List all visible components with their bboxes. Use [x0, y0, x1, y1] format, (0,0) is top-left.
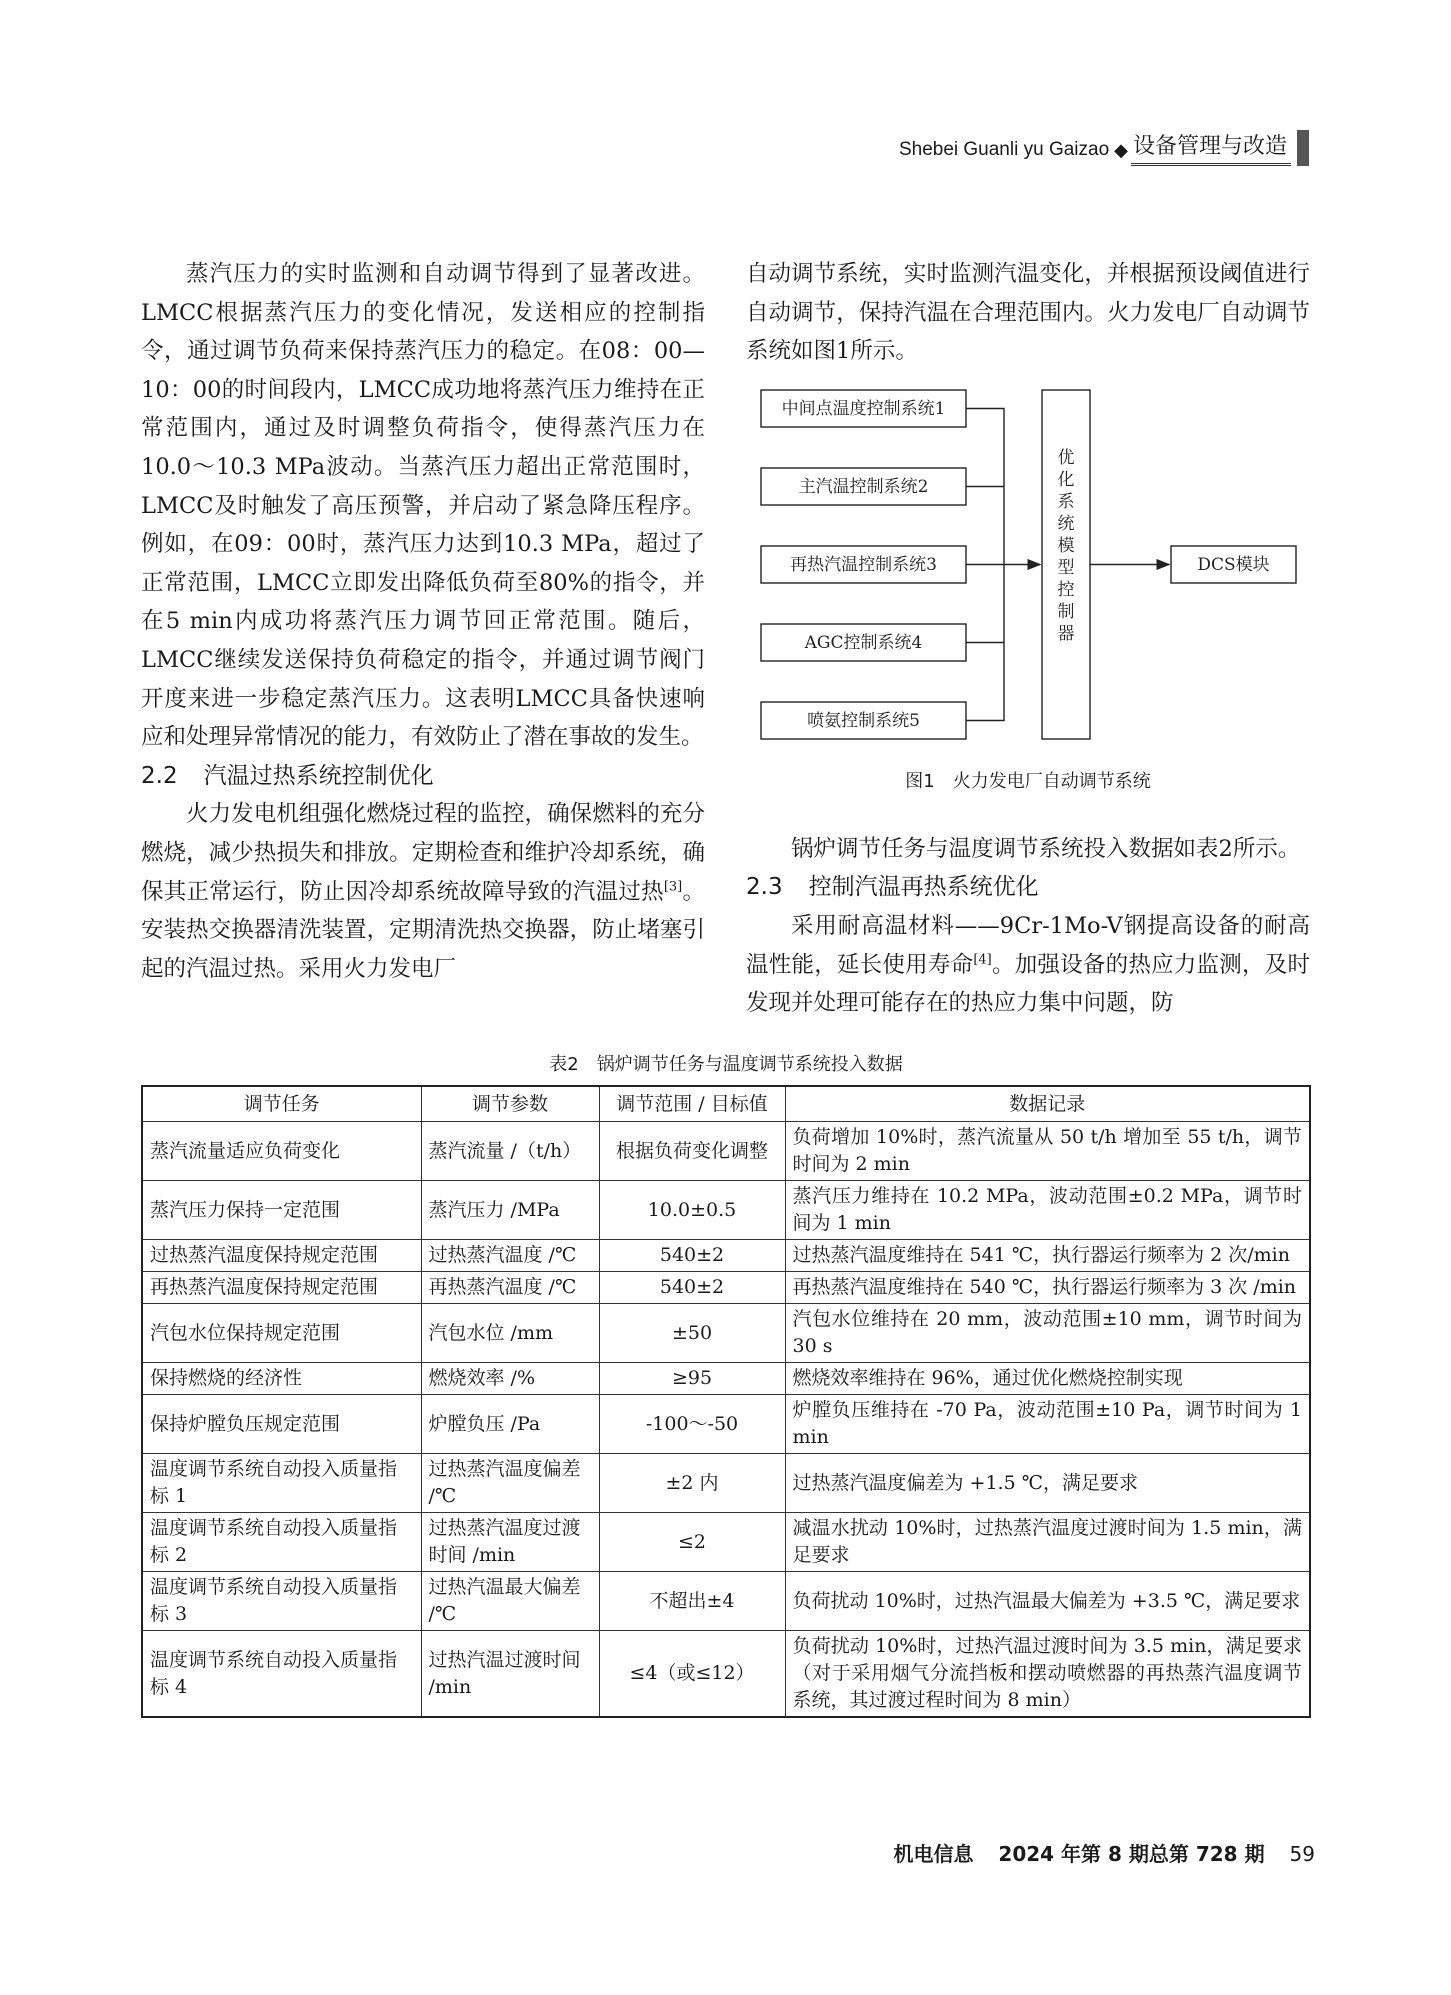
table-row — [142, 1363, 1310, 1395]
cell-record: 炉膛负压维持在 -70 Pa，波动范围±10 Pa，调节时间为 1 min — [785, 1395, 1310, 1454]
body-paragraph — [141, 795, 705, 988]
page-number: 59 — [1289, 1842, 1315, 1866]
cell-task: 温度调节系统自动投入质量指标 2 — [142, 1513, 421, 1572]
table-row — [142, 1454, 1310, 1513]
column-header: 调节任务 — [142, 1086, 421, 1122]
cell-param: 燃烧效率 /% — [421, 1363, 599, 1395]
paragraph-text: 。加强设备的热应力监测，及时发现并处理可能存在的热应力集中问题，防 — [746, 951, 1310, 1017]
table-row — [142, 1572, 1310, 1631]
body-paragraph: 自动调节系统，实时监测汽温变化，并根据预设阈值进行自动调节，保持汽温在合理范围内。火力发电厂自动调节系统如图1所示。 — [746, 261, 1310, 365]
cell-range: 540±2 — [599, 1272, 785, 1304]
citation-ref[interactable]: [3] — [663, 879, 683, 894]
cell-record: 汽包水位维持在 20 mm，波动范围±10 mm，调节时间为 30 s — [785, 1304, 1310, 1363]
cell-range: ≥95 — [599, 1363, 785, 1395]
cell-range: -100～-50 — [599, 1395, 785, 1454]
cell-task: 保持炉膛负压规定范围 — [142, 1395, 421, 1454]
table-row — [142, 1304, 1310, 1363]
cell-range: ±2 内 — [599, 1454, 785, 1513]
dcs-label: DCS模块 — [1197, 555, 1270, 575]
cell-range: ±50 — [599, 1304, 785, 1363]
diamond-icon: ◆ — [1114, 140, 1128, 160]
optimizer-char: 统 — [1057, 514, 1075, 534]
optimizer-char: 优 — [1057, 448, 1075, 468]
cell-record: 燃烧效率维持在 96%，通过优化燃烧控制实现 — [785, 1363, 1310, 1395]
cell-param: 过热汽温最大偏差 /℃ — [421, 1572, 599, 1631]
body-paragraph: 蒸汽压力的实时监测和自动调节得到了显著改进。LMCC根据蒸汽压力的变化情况，发送相应的控制指令，通过调节负荷来保持蒸汽压力的稳定。在08：00—10：00的时间段内，LMCC成功地将蒸汽压力维持在正常范围内，通过及时调整负荷指令，使得蒸汽压力在10.0～10.3 MPa波动。当蒸汽压力超出正常范围时，LMCC及时触发了高压预警，并启动了紧急降压程序。例如，在09：00时，蒸汽压力达到10.3 MPa，超过了正常范围，LMCC立即发出降低负荷至80%的指令，并在5 min内成功将蒸汽压力调节回正常范围。随后，LMCC继续发送保持负荷稳定的指令，并通过调节阀门开度来进一步稳定蒸汽压力。这表明LMCC具备快速响应和处理异常情况的能力，有效防止了潜在事故的发生。 — [141, 261, 705, 751]
cell-param: 蒸汽流量 /（t/h） — [421, 1122, 599, 1181]
cell-param: 再热蒸汽温度 /℃ — [421, 1272, 599, 1304]
cell-task: 再热蒸汽温度保持规定范围 — [142, 1272, 421, 1304]
cell-task: 蒸汽流量适应负荷变化 — [142, 1122, 421, 1181]
table-row — [142, 1272, 1310, 1304]
optimizer-char: 制 — [1057, 602, 1075, 622]
cell-task: 保持燃烧的经济性 — [142, 1363, 421, 1395]
section-heading-2-2 — [141, 757, 705, 796]
table-row — [142, 1513, 1310, 1572]
cell-range: 10.0±0.5 — [599, 1181, 785, 1240]
cell-record: 过热蒸汽温度偏差为 +1.5 ℃，满足要求 — [785, 1454, 1310, 1513]
cell-record: 减温水扰动 10%时，过热蒸汽温度过渡时间为 1.5 min，满足要求 — [785, 1513, 1310, 1572]
input-label-5: 喷氨控制系统5 — [807, 711, 920, 731]
input-label-2: 主汽温控制系统2 — [798, 477, 929, 497]
cell-record: 过热蒸汽温度维持在 541 ℃，执行器运行频率为 2 次/min — [785, 1240, 1310, 1272]
header-bar-decoration — [1297, 130, 1309, 166]
table-row — [142, 1395, 1310, 1454]
section-number: 2.3 — [746, 874, 783, 901]
cell-range: 根据负荷变化调整 — [599, 1122, 785, 1181]
cell-record: 负荷扰动 10%时，过热汽温过渡时间为 3.5 min，满足要求（对于采用烟气分流挡板和摆动喷燃器的再热蒸汽温度调节系统，其过渡过程时间为 8 min） — [785, 1631, 1310, 1718]
data-table — [141, 1085, 1311, 1718]
section-heading-2-3 — [746, 868, 1310, 907]
optimizer-char: 控 — [1057, 580, 1075, 600]
cell-param: 汽包水位 /mm — [421, 1304, 599, 1363]
cell-record: 负荷增加 10%时，蒸汽流量从 50 t/h 增加至 55 t/h，调节时间为 2 min — [785, 1122, 1310, 1181]
cell-record: 负荷扰动 10%时，过热汽温最大偏差为 +3.5 ℃，满足要求 — [785, 1572, 1310, 1631]
cell-range: 不超出±4 — [599, 1572, 785, 1631]
block-diagram — [746, 382, 1310, 774]
optimizer-char: 化 — [1057, 470, 1075, 490]
figure-1 — [746, 382, 1310, 774]
column-header: 调节范围 / 目标值 — [599, 1086, 785, 1122]
paragraph-text: 火力发电机组强化燃烧过程的监控，确保燃料的充分燃烧，减少热损失和排放。定期检查和维护冷却系统，确保其正常运行，防止因冷却系统故障导致的汽温过热 — [141, 801, 705, 905]
input-label-3: 再热汽温控制系统3 — [790, 555, 937, 575]
body-paragraph: 锅炉调节任务与温度调节系统投入数据如表2所示。 — [791, 835, 1301, 862]
table-row — [142, 1631, 1310, 1718]
column-header: 数据记录 — [785, 1086, 1310, 1122]
table-header-row — [142, 1086, 1310, 1122]
citation-ref[interactable]: [4] — [973, 952, 992, 968]
section-title: 控制汽温再热系统优化 — [808, 874, 1039, 901]
footer-issue: 2024 年第 8 期总第 728 期 — [998, 1842, 1265, 1866]
page-footer — [875, 1838, 1315, 1867]
cell-task: 温度调节系统自动投入质量指标 3 — [142, 1572, 421, 1631]
section-title: 汽温过热系统控制优化 — [203, 762, 434, 789]
running-header — [899, 130, 1309, 166]
optimizer-char: 系 — [1057, 492, 1075, 512]
optimizer-char: 模 — [1057, 536, 1075, 556]
input-label-1: 中间点温度控制系统1 — [781, 399, 946, 419]
column-header: 调节参数 — [421, 1086, 599, 1122]
cell-range: ≤4（或≤12） — [599, 1631, 785, 1718]
cell-task: 过热蒸汽温度保持规定范围 — [142, 1240, 421, 1272]
optimizer-char: 型 — [1057, 558, 1075, 578]
paragraph-text: 采用耐高温材料——9Cr-1Mo-V钢提高设备的耐高温性能，延长使用寿命 — [746, 912, 1310, 978]
table-caption: 表2 锅炉调节任务与温度调节系统投入数据 — [549, 1054, 903, 1075]
cell-task: 汽包水位保持规定范围 — [142, 1304, 421, 1363]
cell-record: 蒸汽压力维持在 10.2 MPa，波动范围±0.2 MPa，调节时间为 1 min — [785, 1181, 1310, 1240]
cell-param: 蒸汽压力 /MPa — [421, 1181, 599, 1240]
cell-record: 再热蒸汽温度维持在 540 ℃，执行器运行频率为 3 次 /min — [785, 1272, 1310, 1304]
cell-task: 温度调节系统自动投入质量指标 1 — [142, 1454, 421, 1513]
footer-journal: 机电信息 — [893, 1842, 974, 1866]
table-row — [142, 1122, 1310, 1181]
journal-name-latin: Shebei Guanli yu Gaizao — [898, 139, 1110, 160]
journal-name-chinese: 设备管理与改造 — [1131, 129, 1291, 166]
cell-task: 温度调节系统自动投入质量指标 4 — [142, 1631, 421, 1718]
section-number: 2.2 — [141, 762, 178, 789]
cell-param: 过热蒸汽温度 /℃ — [421, 1240, 599, 1272]
cell-range: ≤2 — [599, 1513, 785, 1572]
cell-task: 蒸汽压力保持一定范围 — [142, 1181, 421, 1240]
cell-param: 炉膛负压 /Pa — [421, 1395, 599, 1454]
cell-param: 过热蒸汽温度偏差 /℃ — [421, 1454, 599, 1513]
table-row — [142, 1240, 1310, 1272]
paragraph-text: 。安装热交换器清洗装置，定期清洗热交换器，防止堵塞引起的汽温过热。采用火力发电厂 — [141, 878, 705, 982]
input-label-4: AGC控制系统4 — [804, 633, 923, 653]
cell-param: 过热汽温过渡时间 /min — [421, 1631, 599, 1718]
figure-caption: 图1 火力发电厂自动调节系统 — [905, 771, 1151, 792]
body-paragraph — [746, 907, 1310, 1023]
left-column — [141, 255, 705, 988]
table-row — [142, 1181, 1310, 1240]
cell-param: 过热蒸汽温度过渡时间 /min — [421, 1513, 599, 1572]
optimizer-char: 器 — [1057, 624, 1075, 644]
cell-range: 540±2 — [599, 1240, 785, 1272]
